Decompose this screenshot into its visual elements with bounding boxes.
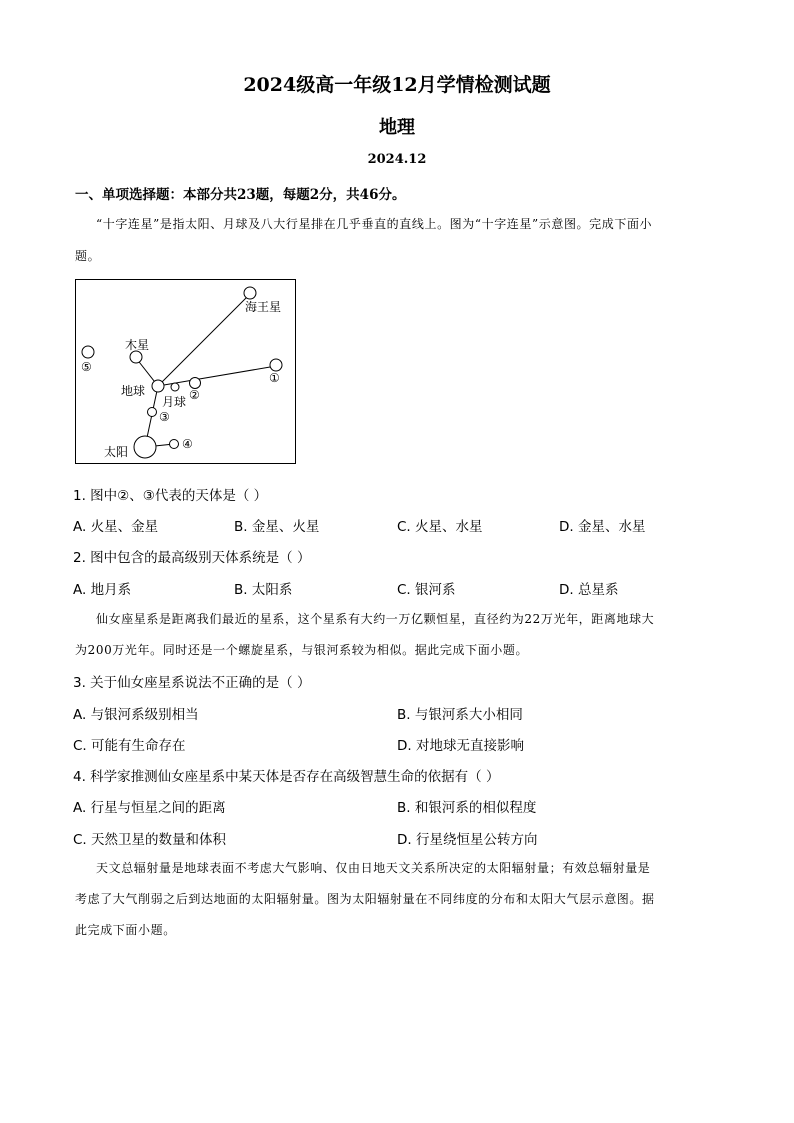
passage-2-line-2: 为200万光年。同时还是一个螺旋星系，与银河系较为相似。据此完成下面小题。 <box>75 643 529 657</box>
label-3: ③ <box>159 410 170 424</box>
q3-option-d[interactable]: D. 对地球无直接影响 <box>397 738 524 754</box>
q2-option-d[interactable]: D. 总星系 <box>559 582 619 598</box>
body-2-circle <box>190 378 201 389</box>
question-3-stem: 3. 关于仙女座星系说法不正确的是（ ） <box>73 675 311 691</box>
earth-neptune-line <box>158 294 250 386</box>
passage-2-line-1: 仙女座星系是距离我们最近的星系，这个星系有大约一万亿颗恒星，直径约为22万光年，距离地球大 <box>96 612 655 626</box>
q4-option-a[interactable]: A. 行星与恒星之间的距离 <box>73 800 226 816</box>
sun-circle <box>134 436 156 458</box>
q3-option-a[interactable]: A. 与银河系级别相当 <box>73 707 199 723</box>
q1-option-a[interactable]: A. 火星、金星 <box>73 519 159 535</box>
q2-option-a[interactable]: A. 地月系 <box>73 582 132 598</box>
body-5-circle <box>82 346 94 358</box>
q1-option-b[interactable]: B. 金星、火星 <box>234 519 320 535</box>
question-1-stem: 1. 图中②、③代表的天体是（ ） <box>73 488 268 504</box>
q4-option-c[interactable]: C. 天然卫星的数量和体积 <box>73 832 227 848</box>
passage-1-line-1: “十字连星”是指太阳、月球及八大行星排在几乎垂直的直线上。图为“十字连星”示意图。完成下面小 <box>96 217 653 231</box>
q4-option-d[interactable]: D. 行星绕恒星公转方向 <box>397 832 538 848</box>
passage-1-line-2: 题。 <box>75 249 101 263</box>
subject-title: 地理 <box>379 117 415 138</box>
question-4-stem: 4. 科学家推测仙女座星系中某天体是否存在高级智慧生命的依据有（ ） <box>73 769 500 785</box>
exam-title: 2024级高一年级12月学情检测试题 <box>243 74 551 96</box>
cross-alignment-diagram <box>75 279 296 464</box>
passage-3-line-3: 此完成下面小题。 <box>75 923 176 937</box>
earth-circle <box>152 380 164 392</box>
passage-3-line-2: 考虑了大气削弱之后到达地面的太阳辐射量。图为太阳辐射量在不同纬度的分布和太阳大气层示意图。据 <box>75 892 655 906</box>
passage-3-line-1: 天文总辐射量是地球表面不考虑大气影响、仅由日地天文关系所决定的太阳辐射量；有效总辐射量是 <box>96 861 651 875</box>
label-2: ② <box>189 388 200 402</box>
section-heading: 一、单项选择题：本部分共23题，每题2分，共46分。 <box>75 187 406 203</box>
q1-option-d[interactable]: D. 金星、水星 <box>559 519 646 535</box>
body-4-circle <box>170 440 179 449</box>
label-sun: 太阳 <box>104 445 129 459</box>
exam-date: 2024.12 <box>367 152 427 167</box>
label-moon: 月球 <box>162 395 187 409</box>
moon-circle <box>171 383 179 391</box>
body-3-circle <box>148 408 157 417</box>
q3-option-c[interactable]: C. 可能有生命存在 <box>73 738 186 754</box>
question-2-stem: 2. 图中包含的最高级别天体系统是（ ） <box>73 550 311 566</box>
label-earth: 地球 <box>121 384 146 398</box>
q4-option-b[interactable]: B. 和银河系的相似程度 <box>397 800 537 816</box>
q2-option-c[interactable]: C. 银河系 <box>397 582 456 598</box>
body-1-circle <box>270 359 282 371</box>
q2-option-b[interactable]: B. 太阳系 <box>234 582 293 598</box>
label-jupiter: 木星 <box>125 338 150 352</box>
q3-option-b[interactable]: B. 与银河系大小相同 <box>397 707 523 723</box>
label-neptune: 海王星 <box>245 300 282 314</box>
q1-option-c[interactable]: C. 火星、水星 <box>397 519 483 535</box>
label-4: ④ <box>182 437 193 451</box>
label-5: ⑤ <box>81 360 92 374</box>
label-1: ① <box>269 371 280 385</box>
